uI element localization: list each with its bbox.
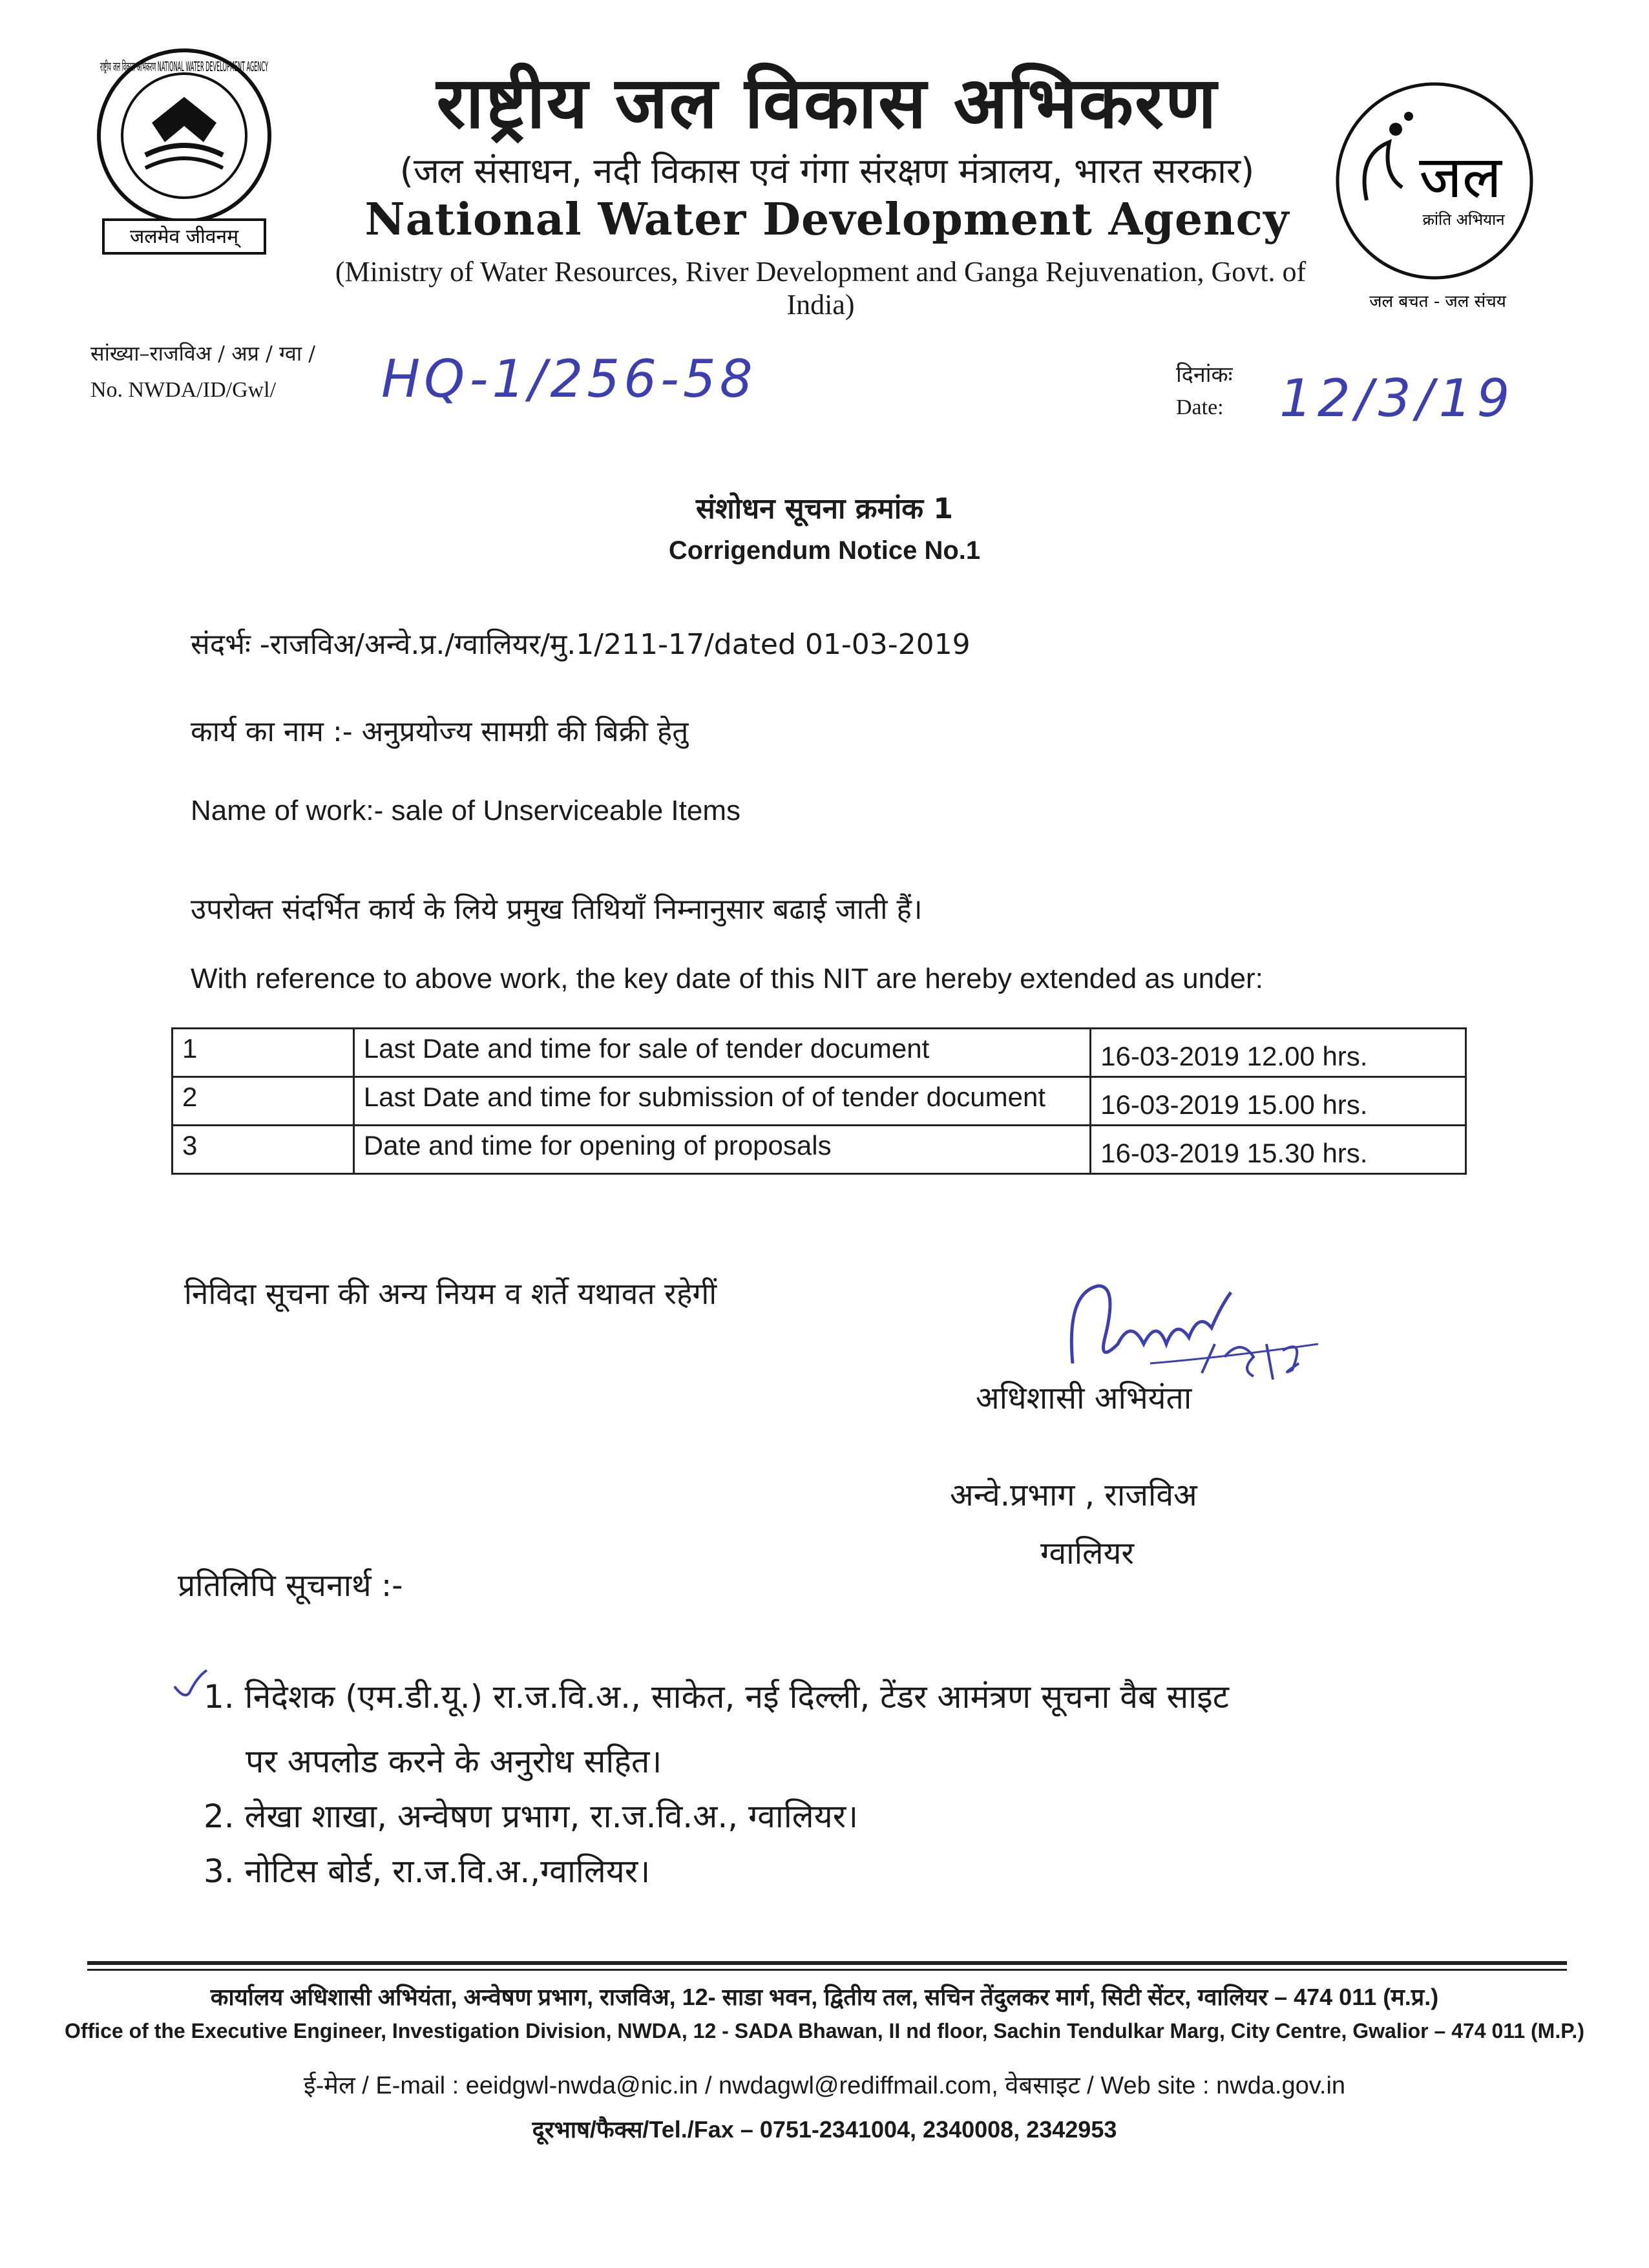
jal-logo-title: जल — [1419, 143, 1502, 211]
copy-item-number: 3. — [204, 1853, 235, 1890]
footer-email-website: ई-मेल / E-mail : eeidgwl-nwda@nic.in / nwdagwl@rediffmail.com, वेबसाइट / Web site : nwda.gov.in — [303, 2072, 1346, 2099]
signatory-office-line2: ग्वालियर — [1040, 1535, 1135, 1571]
event-datetime: 16-03-2019 12.00 hrs. — [1091, 1029, 1466, 1077]
reference-line: संदर्भः -राजविअ/अन्वे.प्र./ग्वालियर/मु.1/211-17/dated 01-03-2019 — [191, 628, 971, 661]
footer-divider — [87, 1961, 1567, 1965]
serial-number: 2 — [173, 1077, 354, 1126]
serial-number: 3 — [173, 1126, 354, 1174]
event-datetime: 16-03-2019 15.00 hrs. — [1091, 1077, 1466, 1126]
copy-item-text: नोटिस बोर्ड, रा.ज.वि.अ.,ग्वालियर। — [244, 1853, 651, 1890]
copy-item-text: लेखा शाखा, अन्वेषण प्रभाग, रा.ज.वि.अ., ग्वालियर। — [244, 1798, 859, 1835]
notice-title-hindi: संशोधन सूचना क्रमांक 1 — [696, 492, 953, 525]
work-name-hindi: कार्य का नाम :- अनुप्रयोज्य सामग्री की बिक्री हेतु — [191, 715, 689, 748]
event-datetime: 16-03-2019 15.30 hrs. — [1091, 1126, 1466, 1174]
org-name-english: National Water Development Agency — [364, 194, 1290, 246]
footer-address-english: Office of the Executive Engineer, Investigation Division, NWDA, 12 - SADA Bhawan, II nd floor, Sachin Tendulkar Marg, City Centre, Gwalior – 474 011 (M.P.) — [65, 2019, 1584, 2042]
table-row — [173, 1126, 1466, 1174]
nwda-logo — [90, 45, 278, 258]
reference-label-hindi: सांख्या–राजविअ / अप्र / ग्वा / — [90, 341, 316, 366]
copy-item-continuation: पर अपलोड करने के अनुरोध सहित। — [246, 1743, 662, 1780]
notice-title-english: Corrigendum Notice No.1 — [668, 536, 981, 565]
reference-label-english: No. NWDA/ID/Gwl/ — [90, 378, 277, 402]
table-row — [173, 1077, 1466, 1126]
event-description: Last Date and time for submission of of tender document — [353, 1077, 1090, 1126]
jal-logo-subtitle: क्रांति अभियान — [1422, 211, 1505, 229]
extension-statement-english: With reference to above work, the key date of this NIT are hereby extended as under: — [191, 963, 1263, 994]
logo-motto: जलमेव जीवनम् — [129, 226, 239, 248]
jal-logo-tagline: जल बचत - जल संचय — [1369, 292, 1506, 311]
key-dates-table — [171, 1027, 1467, 1175]
handwritten-date: 12/3/19 — [1279, 368, 1515, 428]
jal-kranti-logo — [1331, 78, 1544, 317]
signatory-designation: अधिशासी अभियंता — [976, 1380, 1192, 1416]
date-label-english: Date: — [1176, 395, 1224, 419]
footer-phone-fax: दूरभाष/फैक्स/Tel./Fax – 0751-2341004, 2340008, 2342953 — [532, 2116, 1117, 2143]
copy-to-heading: प्रतिलिपि सूचनार्थ :- — [178, 1568, 403, 1604]
event-description: Last Date and time for sale of tender document — [353, 1029, 1090, 1077]
date-label-hindi: दिनांकः — [1176, 362, 1233, 388]
other-terms-statement: निविदा सूचना की अन्य नियम व शर्ते यथावत रहेगीं — [184, 1276, 717, 1311]
org-name-hindi: राष्ट्रीय जल विकास अभिकरण — [436, 61, 1218, 144]
footer-divider — [87, 1969, 1567, 1971]
event-description: Date and time for opening of proposals — [353, 1126, 1090, 1174]
ministry-english: (Ministry of Water Resources, River Development and Ganga Rejuvenation, Govt. of India) — [335, 256, 1307, 320]
ministry-hindi: (जल संसाधन, नदी विकास एवं गंगा संरक्षण मंत्रालय, भारत सरकार) — [399, 151, 1255, 191]
table-row — [173, 1029, 1466, 1077]
extension-statement-hindi: उपरोक्त संदर्भित कार्य के लिये प्रमुख तिथियाँ निम्नानुसार बढाई जाती हैं। — [191, 893, 923, 926]
copy-item-text: निदेशक (एम.डी.यू.) रा.ज.वि.अ., साकेत, नई दिल्ली, टेंडर आमंत्रण सूचना वैब साइट — [244, 1678, 1229, 1716]
copy-to-item-3 — [204, 1848, 650, 1892]
copy-to-item-2 — [204, 1793, 858, 1837]
copy-item-number: 1. — [204, 1678, 235, 1716]
logo-ring-text: राष्ट्रीय जल विकास अभिकरण NATIONAL WATER DEVELOPMENT AGENCY — [100, 59, 269, 74]
copy-item-number: 2. — [204, 1798, 235, 1835]
footer-address-hindi: कार्यालय अधिशासी अभियंता, अन्वेषण प्रभाग, राजविअ, 12- साडा भवन, द्वितीय तल, सचिन तेंदुलकर मार्ग, सिटी सेंटर, ग्वालियर – 474 011 (म.प्र.) — [210, 1984, 1439, 2010]
serial-number: 1 — [173, 1029, 354, 1077]
signatory-office-line1: अन्वे.प्रभाग , राजविअ — [950, 1477, 1197, 1513]
work-name-english: Name of work:- sale of Unserviceable Items — [191, 795, 740, 826]
copy-to-item-1 — [204, 1674, 1229, 1717]
handwritten-reference-number: HQ-1/256-58 — [381, 349, 757, 409]
